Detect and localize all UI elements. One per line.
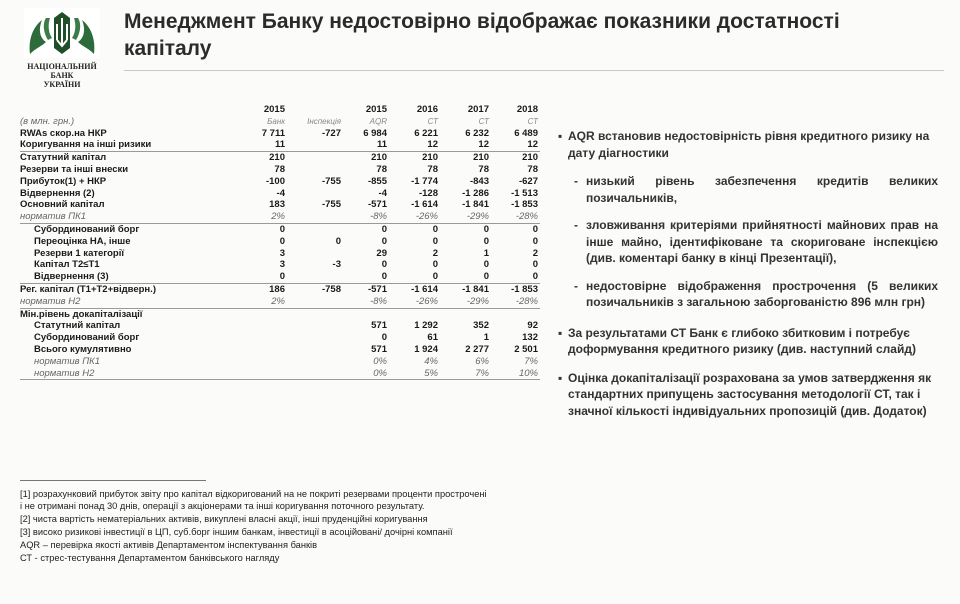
cell-col-1: -4 (276, 187, 285, 199)
cell-col-3: 11 (376, 139, 387, 151)
row-recap-subdebt (20, 332, 540, 344)
cell-col-3: 571 (371, 320, 387, 332)
subfinding-property-rights-text: зловживання критеріями прийнятності майнових прав на інше майно, ідентифіковане та скориговане інспекцією (див. коментарі банку в кінці Презентації), (586, 218, 938, 265)
row-recap-pk1 (20, 356, 540, 368)
cell-col-2: -758 (321, 283, 341, 295)
cell-col-1: 3 (279, 247, 285, 259)
cell-col-5: -1 841 (462, 283, 489, 295)
row-label: RWAs скор.на НКР (20, 127, 107, 139)
row-deductions-3 (20, 271, 540, 283)
cell-col-5: -29% (466, 211, 489, 223)
capital-table (20, 104, 540, 380)
cell-col-4: 0 (432, 235, 438, 247)
subfinding-overdue-text: недостовірне відображення прострочення (5 великих позичальників з загальною заборгованістю 896 млн грн) (586, 278, 938, 309)
cell-col-6: -627 (518, 175, 538, 187)
row-label: Відвернення (2) (20, 187, 95, 199)
bank-name-line-2: БАНК (50, 71, 74, 80)
cell-col-4: -1 774 (411, 175, 438, 187)
finding-recap-estimate (558, 370, 938, 420)
cell-col-3: 0 (381, 332, 387, 344)
footnotes (20, 488, 490, 565)
cell-col-1: 2% (271, 295, 285, 307)
cell-col-6: 0 (532, 223, 538, 235)
row-norm-pk1 (20, 211, 540, 224)
cell-col-4: 12 (427, 139, 438, 151)
row-label: норматив Н2 (34, 367, 95, 379)
cell-col-1: 210 (269, 152, 285, 164)
cell-col-3: 0 (381, 235, 387, 247)
subfinding-property-rights (558, 217, 938, 267)
cell-col-6: -28% (515, 211, 538, 223)
row-label: Відвернення (3) (34, 271, 109, 283)
cell-col-5: 6% (475, 355, 489, 367)
footnote-aqr: AQR – перевірка якості активів Департаментом інспектування банків (20, 540, 318, 550)
dash-marker: - (574, 218, 578, 232)
row-rwas (20, 128, 540, 140)
cell-col-5: 0 (483, 259, 489, 271)
subheader-col-3: AQR (369, 116, 387, 126)
cell-col-6: 10% (518, 367, 538, 379)
bank-name (16, 62, 108, 89)
cell-col-5: 78 (478, 163, 489, 175)
row-label: Рег. капітал (Т1+Т2+відверн.) (20, 283, 156, 295)
cell-col-4: 0 (432, 271, 438, 283)
cell-col-4: 5% (424, 367, 438, 379)
cell-col-1: 2% (271, 211, 285, 223)
cell-col-5: 1 (483, 332, 489, 344)
cell-col-6: -1 853 (511, 283, 538, 295)
table-subheader (20, 116, 540, 128)
cell-col-5: 7% (475, 367, 489, 379)
cell-col-3: -571 (367, 199, 387, 211)
row-label: Статутний капітал (20, 152, 107, 164)
row-profit (20, 176, 540, 188)
subfinding-collateral-text: низький рівень забезпечення кредитів великих позичальників, (586, 174, 938, 205)
row-deductions (20, 188, 540, 200)
cell-col-6: 132 (522, 332, 538, 344)
cell-col-6: 0 (532, 235, 538, 247)
cell-col-3: -8% (370, 211, 387, 223)
subheader-col-5: СТ (478, 116, 489, 126)
row-label: Всього кумулятивно (34, 343, 132, 355)
year-col-5: 2017 (467, 104, 489, 115)
row-recap-statutory (20, 320, 540, 332)
cell-col-6: 78 (527, 163, 538, 175)
units-label: (в млн. грн.) (20, 115, 75, 127)
dash-marker: - (574, 278, 578, 293)
row-reserves (20, 164, 540, 176)
cell-col-3: 0 (381, 223, 387, 235)
cell-col-2: -727 (321, 127, 341, 139)
cell-col-5: 352 (473, 320, 489, 332)
row-revaluation (20, 236, 540, 248)
row-norm-h2 (20, 296, 540, 309)
cell-col-4: -128 (418, 187, 438, 199)
bullet-marker: ▪ (558, 129, 563, 143)
cell-col-6: 2 501 (514, 343, 538, 355)
row-label: Основний капітал (20, 199, 105, 211)
row-reserves-cat1 (20, 248, 540, 260)
cell-col-5: 210 (473, 152, 489, 164)
table-body (20, 128, 540, 381)
row-label: Статутний капітал (34, 320, 121, 332)
cell-col-4: 61 (427, 332, 438, 344)
finding-stress-test (558, 325, 938, 358)
cell-col-1: 3 (279, 259, 285, 271)
bullet-marker: ▪ (558, 370, 563, 385)
finding-aqr-text: AQR встановив недостовірність рівня кредитного ризику на дату діагностики (568, 129, 930, 160)
cell-col-3: 571 (371, 343, 387, 355)
cell-col-1: 7 711 (261, 127, 285, 139)
cell-col-1: 0 (279, 223, 285, 235)
row-label: Прибуток(1) + НКР (20, 175, 107, 187)
cell-col-1: -100 (265, 175, 285, 187)
cell-col-3: 78 (376, 163, 387, 175)
subheader-col-2: Інспекція (307, 116, 341, 126)
row-label: Переоцінка НА, інше (34, 235, 131, 247)
row-statutory (20, 152, 540, 164)
cell-col-6: 210 (522, 152, 538, 164)
row-label: норматив Н2 (20, 295, 81, 307)
footnote-1: [1] розрахунковий прибуток звіту про капітал відкоригований на не покриті резервами проценти прострочені і не отримані понад 30 днів, операції з акціонерами та інші коригування поточного результату. (20, 489, 487, 511)
row-label: норматив ПК1 (20, 211, 87, 223)
cell-col-6: 7% (524, 355, 538, 367)
year-col-6: 2018 (516, 104, 538, 115)
cell-col-2: 0 (335, 235, 341, 247)
cell-col-1: 0 (279, 271, 285, 283)
table-year-header (20, 104, 540, 116)
cell-col-3: -8% (370, 295, 387, 307)
cell-col-5: 6 232 (465, 127, 489, 139)
cell-col-6: -1 513 (511, 187, 538, 199)
dash-marker: - (574, 174, 578, 188)
cell-col-1: 78 (274, 163, 285, 175)
cell-col-4: -1 614 (411, 283, 438, 295)
cell-col-6: 0 (532, 271, 538, 283)
cell-col-3: -571 (367, 283, 387, 295)
cell-col-4: -26% (415, 295, 438, 307)
cell-col-4: 1 924 (414, 343, 438, 355)
cell-col-4: 210 (422, 152, 438, 164)
cell-col-3: -855 (367, 175, 387, 187)
cell-col-5: -1 841 (462, 199, 489, 211)
row-label: Субординований борг (34, 332, 140, 344)
cell-col-3: -4 (378, 187, 387, 199)
row-label: Капітал Т2≤Т1 (34, 259, 100, 271)
row-label: норматив ПК1 (34, 355, 101, 367)
cell-col-3: 0 (381, 259, 387, 271)
cell-col-4: 0 (432, 223, 438, 235)
subfinding-collateral (558, 173, 938, 206)
footnote-st: СТ - стрес-тестування Департаментом банківського нагляду (20, 553, 280, 563)
finding-aqr (558, 128, 938, 161)
cell-col-2: -755 (321, 199, 341, 211)
cell-col-5: 12 (478, 139, 489, 151)
findings-list (558, 128, 938, 431)
cell-col-5: 0 (483, 271, 489, 283)
row-total-cum (20, 344, 540, 356)
cell-col-4: 4% (424, 355, 438, 367)
subheader-col-4: СТ (427, 116, 438, 126)
footnotes-divider (20, 480, 206, 481)
nbu-emblem-icon (24, 8, 100, 58)
cell-col-4: 2 (432, 247, 438, 259)
row-rwa-adj (20, 139, 540, 152)
cell-col-3: 0 (381, 271, 387, 283)
cell-col-1: 186 (269, 283, 285, 295)
subfinding-overdue (558, 278, 938, 311)
cell-col-4: -1 614 (411, 199, 438, 211)
footnote-2: [2] чиста вартість нематеріальних активів, викуплені власні акції, інші пруденційні коригування (20, 514, 428, 524)
cell-col-6: -28% (515, 295, 538, 307)
subheader-col-1: Банк (267, 116, 285, 126)
row-label: Резерви 1 категорії (34, 247, 125, 259)
cell-col-2: -755 (321, 175, 341, 187)
cell-col-4: -26% (415, 211, 438, 223)
cell-col-1: 0 (279, 235, 285, 247)
cell-col-6: 92 (527, 320, 538, 332)
cell-col-5: 2 277 (465, 343, 489, 355)
year-col-1: 2015 (263, 104, 285, 115)
cell-col-6: 0 (532, 259, 538, 271)
row-label: Резерви та інші внески (20, 163, 129, 175)
cell-col-5: 0 (483, 235, 489, 247)
row-recap-h2 (20, 368, 540, 381)
cell-col-5: 1 (483, 247, 489, 259)
row-label: Субординований борг (34, 223, 140, 235)
cell-col-5: 0 (483, 223, 489, 235)
cell-col-5: -843 (469, 175, 489, 187)
cell-col-3: 6 984 (363, 127, 387, 139)
cell-col-4: 78 (427, 163, 438, 175)
cell-col-5: -29% (466, 295, 489, 307)
nbu-logo (16, 8, 108, 89)
cell-col-1: 11 (274, 139, 285, 151)
bank-name-line-1: НАЦІОНАЛЬНИЙ (27, 62, 97, 71)
cell-col-6: 2 (532, 247, 538, 259)
row-min-recap (20, 309, 540, 321)
cell-col-3: 0% (373, 355, 387, 367)
bullet-marker: ▪ (558, 325, 563, 340)
finding-recap-estimate-text: Оцінка докапіталізації розрахована за умов затвердження як стандартних припущень застосування методології СТ, так і значної кількості індивідуальних пропозицій (див. Додаток) (568, 370, 932, 418)
bank-name-line-3: УКРАЇНИ (43, 80, 81, 89)
title-divider (124, 70, 944, 71)
row-subdebt (20, 224, 540, 236)
cell-col-3: 29 (376, 247, 387, 259)
cell-col-6: -1 853 (511, 199, 538, 211)
subheader-col-6: СТ (527, 116, 538, 126)
slide-title: Менеджмент Банку недостовірно відображає показники достатності капіталу (124, 10, 840, 60)
cell-col-2: -3 (332, 259, 341, 271)
row-label: Мін.рівень докапіталізації (20, 308, 143, 320)
row-label: Коригування на інші ризики (20, 139, 152, 151)
footnote-3: [3] високо ризикові інвестиції в ЦП, суб.борг іншим банкам, інвестиції в асоційовані/ дочірні компанії (20, 527, 453, 537)
cell-col-3: 0% (373, 367, 387, 379)
cell-col-3: 210 (371, 152, 387, 164)
cell-col-6: 6 489 (514, 127, 538, 139)
cell-col-5: -1 286 (462, 187, 489, 199)
year-col-4: 2016 (416, 104, 438, 115)
cell-col-1: 183 (269, 199, 285, 211)
cell-col-6: 12 (527, 139, 538, 151)
cell-col-4: 1 292 (414, 320, 438, 332)
row-core (20, 199, 540, 211)
year-col-3: 2015 (365, 104, 387, 115)
finding-stress-test-text: За результатами СТ Банк є глибоко збитковим і потребує доформування кредитного ризику (див. наступний слайд) (568, 325, 916, 356)
row-reg-capital (20, 283, 540, 296)
cell-col-4: 0 (432, 259, 438, 271)
cell-col-4: 6 221 (414, 127, 438, 139)
row-t2 (20, 259, 540, 271)
